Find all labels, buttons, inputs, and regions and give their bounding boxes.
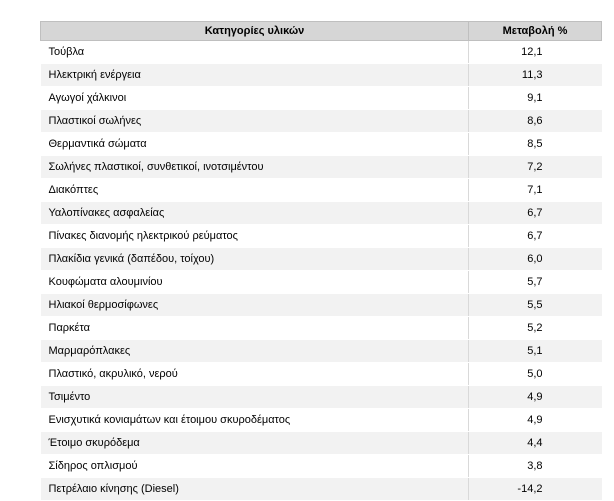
table-row xyxy=(41,294,602,317)
material-name: Παρκέτα xyxy=(41,317,469,340)
table-row xyxy=(41,156,602,179)
header-change-percent: Μεταβολή % xyxy=(469,22,602,41)
material-name: Τσιμέντο xyxy=(41,386,469,409)
change-value: 5,1 xyxy=(469,340,602,363)
material-name: Σωλήνες πλαστικοί, συνθετικοί, ινοτσιμέντου xyxy=(41,156,469,179)
change-value: 4,9 xyxy=(469,386,602,409)
material-name: Πετρέλαιο κίνησης (Diesel) xyxy=(41,478,469,501)
table-row xyxy=(41,455,602,478)
change-value: 4,9 xyxy=(469,409,602,432)
material-name: Μαρμαρόπλακες xyxy=(41,340,469,363)
table-row xyxy=(41,340,602,363)
table-row xyxy=(41,179,602,202)
material-name: Θερμαντικά σώματα xyxy=(41,133,469,156)
material-name: Αγωγοί χάλκινοι xyxy=(41,87,469,110)
table-row xyxy=(41,248,602,271)
change-value: 3,8 xyxy=(469,455,602,478)
change-value: 6,7 xyxy=(469,225,602,248)
change-value: 12,1 xyxy=(469,41,602,64)
header-category: Κατηγορίες υλικών xyxy=(41,22,469,41)
material-name: Πλακίδια γενικά (δαπέδου, τοίχου) xyxy=(41,248,469,271)
material-name: Σίδηρος οπλισμού xyxy=(41,455,469,478)
change-value: 7,2 xyxy=(469,156,602,179)
change-value: 6,0 xyxy=(469,248,602,271)
table-row xyxy=(41,41,602,64)
change-value: 4,4 xyxy=(469,432,602,455)
change-value: 9,1 xyxy=(469,87,602,110)
material-name: Κουφώματα αλουμινίου xyxy=(41,271,469,294)
change-value: 6,7 xyxy=(469,202,602,225)
change-value: 5,2 xyxy=(469,317,602,340)
table-row xyxy=(41,432,602,455)
table-row xyxy=(41,317,602,340)
material-name: Ενισχυτικά κονιαμάτων και έτοιμου σκυροδέματος xyxy=(41,409,469,432)
table-row xyxy=(41,202,602,225)
table-row xyxy=(41,110,602,133)
change-value: 5,0 xyxy=(469,363,602,386)
material-name: Πίνακες διανομής ηλεκτρικού ρεύματος xyxy=(41,225,469,248)
change-value: 8,5 xyxy=(469,133,602,156)
change-value: -14,2 xyxy=(469,478,602,501)
table-row xyxy=(41,478,602,501)
material-name: Ηλεκτρική ενέργεια xyxy=(41,64,469,87)
table-row xyxy=(41,87,602,110)
table-header-row xyxy=(41,22,602,41)
material-name: Πλαστικό, ακρυλικό, νερού xyxy=(41,363,469,386)
change-value: 5,5 xyxy=(469,294,602,317)
material-name: Έτοιμο σκυρόδεμα xyxy=(41,432,469,455)
change-value: 5,7 xyxy=(469,271,602,294)
change-value: 7,1 xyxy=(469,179,602,202)
table-row xyxy=(41,386,602,409)
material-name: Τούβλα xyxy=(41,41,469,64)
change-value: 11,3 xyxy=(469,64,602,87)
table-row xyxy=(41,271,602,294)
table-row xyxy=(41,64,602,87)
material-name: Ηλιακοί θερμοσίφωνες xyxy=(41,294,469,317)
material-name: Πλαστικοί σωλήνες xyxy=(41,110,469,133)
materials-price-change-table xyxy=(40,21,602,501)
table-row xyxy=(41,133,602,156)
table-row xyxy=(41,363,602,386)
material-name: Διακόπτες xyxy=(41,179,469,202)
material-name: Υαλοπίνακες ασφαλείας xyxy=(41,202,469,225)
table-row xyxy=(41,225,602,248)
change-value: 8,6 xyxy=(469,110,602,133)
table-row xyxy=(41,409,602,432)
